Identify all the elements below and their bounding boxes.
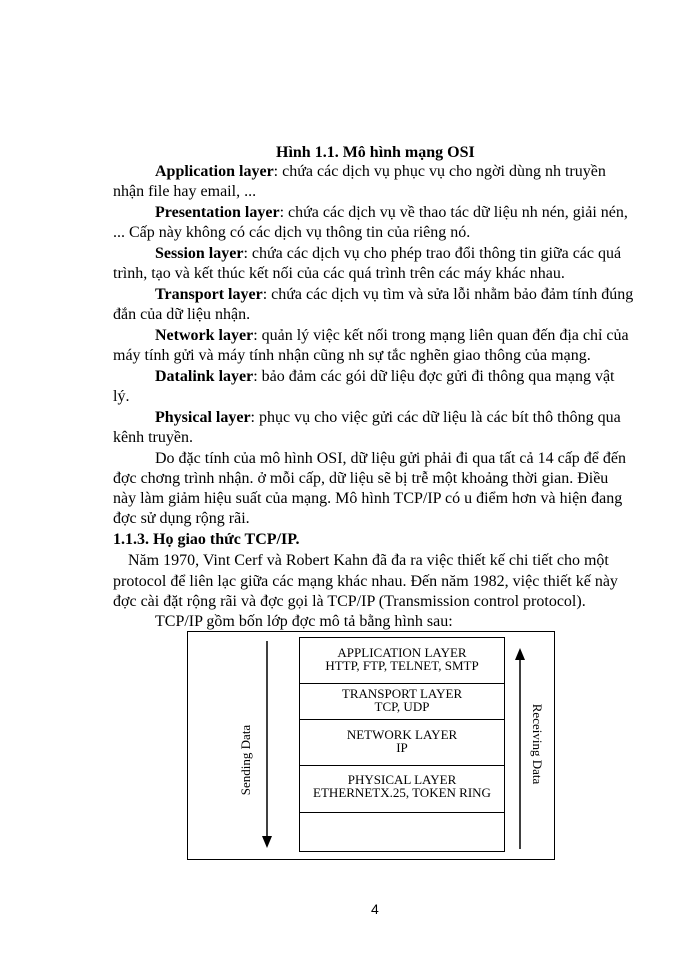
layer-protocols: TCP, UDP: [374, 699, 430, 714]
osi-paragraph-line: này làm giảm hiệu suất của mạng. Mô hình TCP/IP có u điểm hơn và hiện đang: [113, 490, 623, 507]
page-number: 4: [371, 901, 379, 917]
receiving-data-label: Receiving Data: [530, 703, 545, 785]
sending-arrow-head: [262, 836, 272, 848]
network-layer-term: Network layer: [155, 327, 254, 344]
datalink-layer-term: Datalink layer: [155, 368, 254, 385]
layer-name: NETWORK LAYER: [346, 727, 458, 742]
presentation-layer-term: Presentation layer: [155, 204, 280, 221]
network-layer-desc: : quản lý việc kết nối trong mạng liên quan đến địa chỉ của: [253, 327, 629, 344]
receiving-arrow-head: [515, 648, 525, 660]
datalink-layer-line2: lý.: [113, 388, 130, 405]
layer-name: TRANSPORT LAYER: [341, 686, 463, 701]
tcp-paragraph-line: đợc cài đặt rộng rãi và đợc gọi là TCP/IP (Transmission control protocol).: [113, 593, 586, 610]
osi-paragraph-line: đợc sử dụng rộng rãi.: [113, 510, 250, 527]
session-layer-term: Session layer: [155, 245, 244, 262]
tcp-layer-stack: [299, 637, 505, 852]
layer-protocols: HTTP, FTP, TELNET, SMTP: [325, 658, 479, 673]
tcp-paragraph-line: TCP/IP gồm bốn lớp đợc mô tả bằng hình sau:: [155, 613, 453, 630]
session-layer-desc: : chứa các dịch vụ cho phép trao đổi thông tin giữa các quá: [243, 245, 622, 262]
osi-paragraph-line: đợc chơng trình nhận. ở mỗi cấp, dữ liệu sẽ bị trễ một khoảng thời gian. Điều: [113, 470, 609, 487]
session-layer-line2: trình, tạo và kết thúc kết nối của các quá trình trên các máy khác nhau.: [113, 265, 565, 282]
application-layer-term: Application layer: [155, 163, 274, 180]
transport-layer-line2: đắn của dữ liệu nhận.: [113, 306, 251, 323]
physical-layer-desc: : phục vụ cho việc gửi các dữ liệu là các bít thô thông qua: [250, 409, 621, 426]
layer-name: APPLICATION LAYER: [337, 645, 467, 660]
application-layer-box: [300, 638, 504, 684]
empty-layer-box: [300, 813, 504, 851]
application-layer-line2: nhận file hay email, ...: [113, 183, 257, 200]
presentation-layer-line2: ... Cấp này không có các dịch vụ thông tin của riêng nó.: [113, 224, 471, 241]
transport-layer-box: [300, 684, 504, 720]
application-layer-desc: : chứa các dịch vụ phục vụ cho ngời dùng nh truyền: [273, 163, 606, 180]
transport-layer-term: Transport layer: [155, 286, 263, 303]
physical-layer-box: [300, 766, 504, 813]
layer-protocols: ETHERNETX.25, TOKEN RING: [313, 785, 491, 800]
osi-paragraph-line: Do đặc tính của mô hình OSI, dữ liệu gửi phải đi qua tất cả 14 cấp để đến: [155, 450, 626, 467]
figure-caption: Hình 1.1. Mô hình mạng OSI: [276, 144, 475, 161]
layer-protocols: IP: [396, 740, 408, 755]
network-layer-line2: máy tính gửi và máy tính nhận cũng nh sự tắc nghẽn giao thông của mạng.: [113, 347, 591, 364]
tcp-paragraph-line: protocol để liên lạc giữa các mạng khác nhau. Đến năm 1982, việc thiết kế này: [113, 573, 618, 590]
section-heading: 1.1.3. Họ giao thức TCP/IP.: [113, 531, 300, 548]
physical-layer-line2: kênh truyền.: [113, 429, 193, 446]
sending-data-label: Sending Data: [238, 724, 253, 796]
tcp-paragraph-line: Năm 1970, Vint Cerf và Robert Kahn đã đa ra việc thiết kế chi tiết cho một: [128, 552, 609, 569]
network-layer-box: [300, 720, 504, 766]
datalink-layer-desc: : bảo đảm các gói dữ liệu đợc gửi đi thông qua mạng vật: [253, 368, 615, 385]
transport-layer-desc: : chứa các dịch vụ tìm và sửa lỗi nhằm bảo đảm tính đúng: [262, 286, 634, 303]
physical-layer-term: Physical layer: [155, 409, 251, 426]
layer-name: PHYSICAL LAYER: [347, 772, 457, 787]
presentation-layer-desc: : chứa các dịch vụ về thao tác dữ liệu nh nén, giải nén,: [279, 204, 628, 221]
